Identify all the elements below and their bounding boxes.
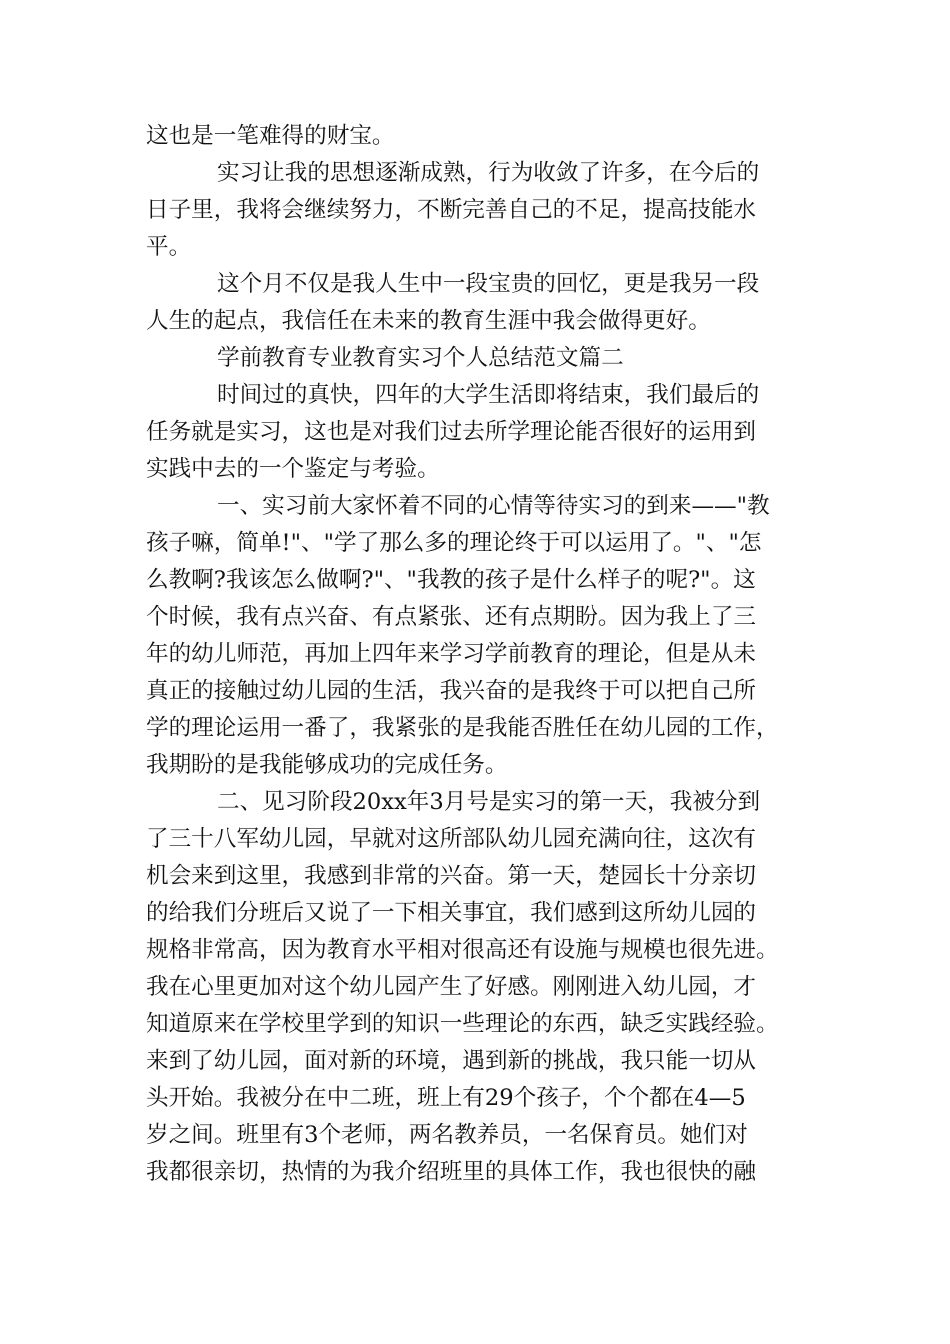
text-line: 这也是一笔难得的财宝。 [146,123,395,149]
text-line: 时间过的真快，四年的大学生活即将结束，我们最后的 [217,382,760,408]
text-line: 任务就是实习，这也是对我们过去所学理论能否很好的运用到 [146,419,757,445]
text-line: 机会来到这里，我感到非常的兴奋。第一天，楚园长十分亲切 [146,863,757,889]
text-line: 岁之间。班里有3个老师，两名教养员，一名保育员。她们对 [146,1122,748,1148]
text-line: 个时候，我有点兴奋、有点紧张、还有点期盼。因为我上了三 [146,604,757,630]
text-line: 了三十八军幼儿园，早就对这所部队幼儿园充满向往，这次有 [146,826,757,852]
text-line: 来到了幼儿园，面对新的环境，遇到新的挑战，我只能一切从 [146,1048,757,1074]
text-line: 头开始。我被分在中二班，班上有29个孩子，个个都在4—5 [146,1085,746,1111]
text-line: 这个月不仅是我人生中一段宝贵的回忆，更是我另一段 [217,271,760,297]
text-line: 实习让我的思想逐渐成熟，行为收敛了许多，在今后的 [217,160,760,186]
text-line: 平。 [146,234,192,260]
text-line: 我期盼的是我能够成功的完成任务。 [146,752,508,778]
text-line: 真正的接触过幼儿园的生活，我兴奋的是我终于可以把自己所 [146,678,757,704]
text-line: 人生的起点，我信任在未来的教育生涯中我会做得更好。 [146,308,711,334]
text-line: 我在心里更加对这个幼儿园产生了好感。刚刚进入幼儿园，才 [146,974,757,1000]
text-line: 实践中去的一个鉴定与考验。 [146,456,440,482]
text-line: 么教啊?我该怎么做啊?"、"我教的孩子是什么样子的呢?"。这 [146,567,756,593]
text-line: 学前教育专业教育实习个人总结范文篇二 [217,345,624,371]
text-line: 一、实习前大家怀着不同的心情等待实习的到来——"教 [217,493,770,519]
document-body [146,118,806,1191]
text-line: 孩子嘛，简单!"、"学了那么多的理论终于可以运用了。"、"怎 [146,530,762,556]
text-line: 知道原来在学校里学到的知识一些理论的东西，缺乏实践经验。 [146,1011,779,1037]
text-line: 年的幼儿师范，再加上四年来学习学前教育的理论，但是从未 [146,641,757,667]
text-line: 的给我们分班后又说了一下相关事宜，我们感到这所幼儿园的 [146,900,757,926]
text-line: 我都很亲切，热情的为我介绍班里的具体工作，我也很快的融 [146,1159,757,1185]
text-line: 学的理论运用一番了，我紧张的是我能否胜任在幼儿园的工作， [146,715,779,741]
text-line: 规格非常高，因为教育水平相对很高还有设施与规模也很先进。 [146,937,779,963]
text-line: 二、见习阶段20xx年3月号是实习的第一天，我被分到 [217,789,761,815]
text-line: 日子里，我将会继续努力，不断完善自己的不足，提高技能水 [146,197,757,223]
